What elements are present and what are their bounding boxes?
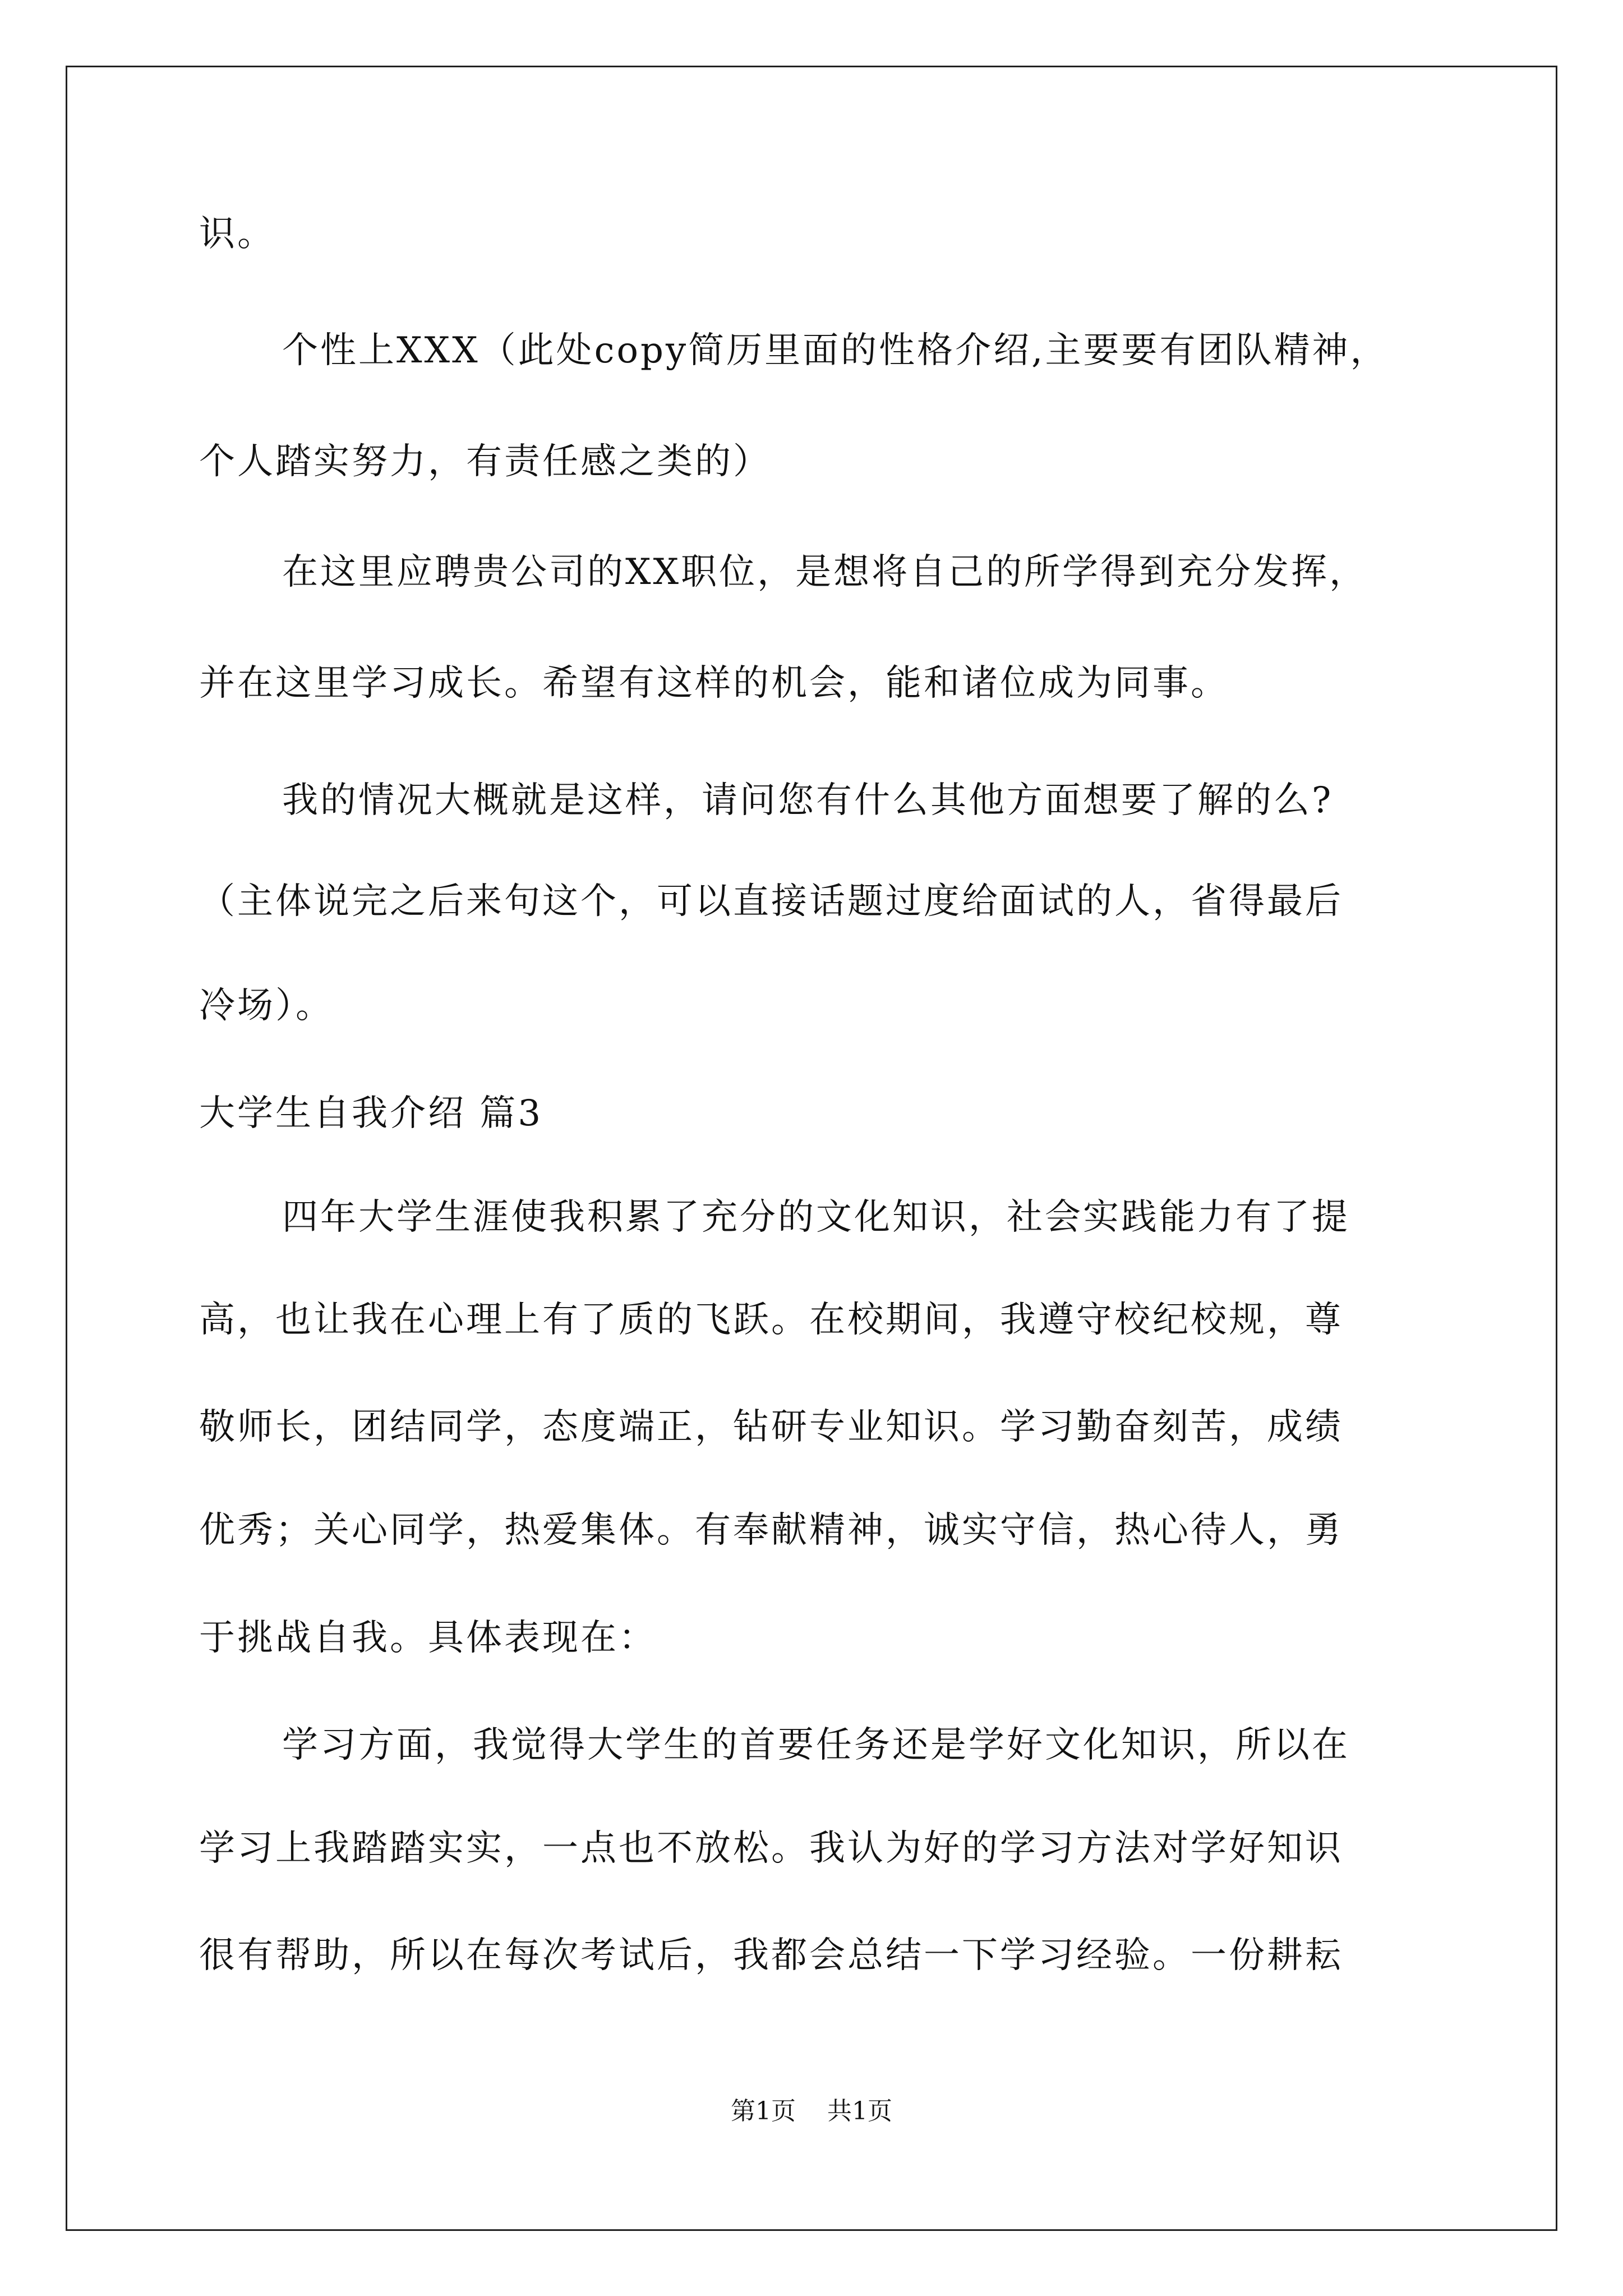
text-line: 在这里应聘贵公司的XX职位，是想将自己的所学得到充分发挥， [282,551,1368,593]
text-line: 冷场）。 [199,985,334,1027]
page-total: 共1页 [827,2097,892,2125]
text-line: 个性上XXX（此处copy简历里面的性格介绍,主要要有团队精神， [282,330,1389,371]
page-number: 第1页 [731,2097,796,2125]
text-line: 敬师长，团结同学，态度端正，钻研专业知识。学习勤奋刻苦，成绩 [199,1406,1343,1448]
text-line: 我的情况大概就是这样，请问您有什么其他方面想要了解的么? [282,780,1334,821]
text-line: 个人踏实努力，有责任感之类的） [199,441,771,482]
text-line: 优秀；关心同学，热爱集体。有奉献精神，诚实守信，热心待人，勇 [199,1510,1343,1551]
text-line: 学习方面，我觉得大学生的首要任务还是学好文化知识，所以在 [282,1724,1350,1766]
text-line: 很有帮助，所以在每次考试后，我都会总结一下学习经验。一份耕耘 [199,1935,1343,1976]
page-footer [0,2095,1623,2128]
text-line: 学习上我踏踏实实，一点也不放松。我认为好的学习方法对学好知识 [199,1828,1343,1869]
text-line: 识。 [199,213,275,255]
section-heading: 大学生自我介绍 篇3 [199,1093,543,1134]
text-line: 高，也让我在心理上有了质的飞跃。在校期间，我遵守校纪校规，尊 [199,1299,1343,1341]
text-line: （主体说完之后来句这个，可以直接话题过度给面试的人，省得最后 [199,881,1343,922]
text-line: 于挑战自我。具体表现在： [199,1617,657,1659]
text-line: 四年大学生涯使我积累了充分的文化知识，社会实践能力有了提 [282,1197,1350,1238]
page-border [66,66,1557,2231]
text-line: 并在这里学习成长。希望有这样的机会，能和诸位成为同事。 [199,662,1229,704]
